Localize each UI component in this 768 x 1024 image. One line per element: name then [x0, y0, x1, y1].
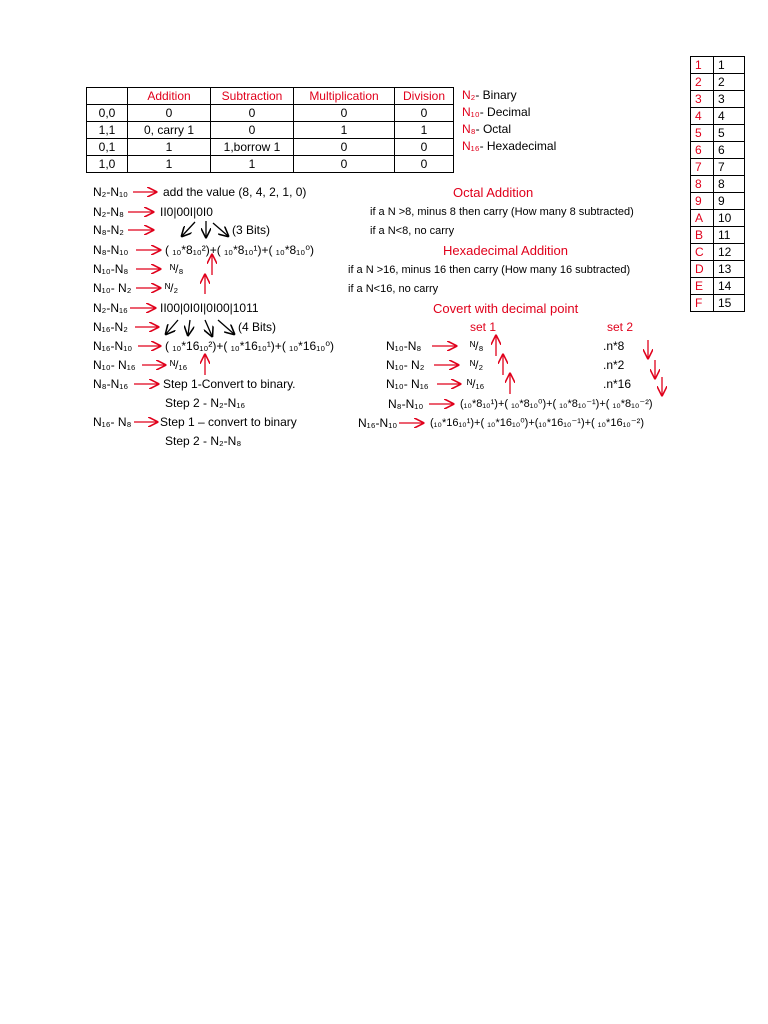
decimal-value: 14 — [714, 278, 745, 295]
decimal-value: 13 — [714, 261, 745, 278]
hex-digit: 8 — [691, 176, 714, 193]
table-header-cell: Subtraction — [211, 88, 294, 105]
dp-n16-n10-label: N₁₆-N₁₀ — [358, 416, 398, 430]
table-cell: 1 — [211, 156, 294, 173]
dp-row-set1: ᴺ/₂ — [470, 358, 484, 372]
conv-value: ᴺ/₁₆ — [170, 358, 188, 372]
hex-digit: E — [691, 278, 714, 295]
table-header-cell: Addition — [128, 88, 211, 105]
arrow-down-right-icon — [213, 223, 228, 236]
hex-digit: 7 — [691, 159, 714, 176]
hex-note-no-carry: if a N<16, no carry — [348, 283, 439, 295]
legend-symbol: N₁₀ — [462, 105, 480, 119]
hex-digit: 5 — [691, 125, 714, 142]
dp-row-set2: .n*2 — [603, 358, 625, 372]
conv-label: N₁₆-N₂ — [93, 320, 128, 334]
decimal-value: 15 — [714, 295, 745, 312]
table-cell: 1,0 — [87, 156, 128, 173]
dp-n8-n10-label: N₈-N₁₀ — [388, 397, 424, 411]
table-cell: 0 — [294, 105, 395, 122]
conv-value: II0|00I|0I0 — [160, 205, 213, 219]
table-header-cell: Multiplication — [294, 88, 395, 105]
decimal-value: 6 — [714, 142, 745, 159]
hex-digit: 2 — [691, 74, 714, 91]
table-cell: 0 — [395, 139, 454, 156]
table-cell: 0 — [128, 105, 211, 122]
decimal-value: 3 — [714, 91, 745, 108]
dp-n16-n10-expression: (₁₀*16₁₀¹)+( ₁₀*16₁₀⁰)+(₁₀*16₁₀⁻¹)+( ₁₀*16₁₀⁻²) — [430, 417, 644, 429]
decimal-value: 9 — [714, 193, 745, 210]
set-1-label: set 1 — [470, 320, 497, 334]
table-cell: 1 — [128, 139, 211, 156]
table-cell: 0, carry 1 — [128, 122, 211, 139]
hex-digit: 6 — [691, 142, 714, 159]
conv-label: N₂-N₁₀ — [93, 185, 129, 199]
conv-value: ᴺ/₈ — [170, 262, 184, 276]
octal-note-no-carry: if a N<8, no carry — [370, 225, 455, 237]
dp-row-label: N₁₀- N₂ — [386, 358, 425, 372]
hex-digit: 4 — [691, 108, 714, 125]
table-cell: 0,0 — [87, 105, 128, 122]
dp-row-set1: ᴺ/₈ — [470, 339, 484, 353]
arrow-down-right-icon — [205, 320, 212, 336]
legend-symbol: N₈ — [462, 122, 476, 136]
conv-value: Step 1 – convert to binary — [160, 415, 297, 429]
decimal-point-title: Covert with decimal point — [433, 301, 579, 316]
decimal-value: 12 — [714, 244, 745, 261]
legend-text: - Hexadecimal — [479, 139, 557, 153]
conv-value: ( ₁₀*8₁₀²)+( ₁₀*8₁₀¹)+( ₁₀*8₁₀⁰) — [165, 243, 315, 257]
hex-addition-title: Hexadecimal Addition — [443, 243, 569, 258]
legend-symbol: N₂ — [462, 88, 476, 102]
conv-value: (4 Bits) — [238, 320, 277, 334]
decimal-value: 2 — [714, 74, 745, 91]
conv-label: N₈-N₂ — [93, 223, 124, 237]
table-cell: 0 — [294, 139, 395, 156]
hex-digit: 1 — [691, 57, 714, 74]
dp-row-label: N₁₀- N₁₆ — [386, 377, 429, 391]
dp-row-set1: ᴺ/₁₆ — [467, 377, 485, 391]
octal-note-carry: if a N >8, minus 8 then carry (How many 8 subtracted) — [370, 206, 634, 218]
conv-value: Step 1-Convert to binary. — [163, 377, 296, 391]
conv-label: N₂-N₁₆ — [93, 301, 128, 315]
table-cell: 1 — [294, 122, 395, 139]
hex-digit: A — [691, 210, 714, 227]
decimal-value: 1 — [714, 57, 745, 74]
decimal-value: 5 — [714, 125, 745, 142]
dp-row-label: N₁₀-N₈ — [386, 339, 422, 353]
arrow-down-right-icon — [218, 320, 234, 334]
legend-text: - Decimal — [479, 105, 531, 119]
table-cell: 0 — [211, 105, 294, 122]
legend-text: - Binary — [475, 88, 517, 102]
conv-value: ( ₁₀*16₁₀²)+( ₁₀*16₁₀¹)+( ₁₀*16₁₀⁰) — [165, 339, 335, 353]
table-header-cell: Division — [395, 88, 454, 105]
hex-digit: 3 — [691, 91, 714, 108]
arrow-down-icon — [188, 320, 190, 335]
conv-value: Step 2 - N₂-N₁₆ — [165, 396, 246, 410]
conv-label: N₁₆- N₈ — [93, 415, 132, 429]
dp-row-set2: .n*16 — [603, 377, 632, 391]
table-cell: 1 — [128, 156, 211, 173]
decimal-value: 7 — [714, 159, 745, 176]
table-cell: 1,borrow 1 — [211, 139, 294, 156]
conv-label: N₈-N₁₀ — [93, 243, 129, 257]
arrow-down-left-icon — [166, 320, 178, 334]
hex-digit: 9 — [691, 193, 714, 210]
table-cell: 0,1 — [87, 139, 128, 156]
table-cell: 0 — [294, 156, 395, 173]
decimal-value: 8 — [714, 176, 745, 193]
conv-label: N₁₀- N₂ — [93, 281, 132, 295]
table-cell: 0 — [395, 105, 454, 122]
octal-addition-title: Octal Addition — [453, 185, 534, 200]
conv-label: N₁₆-N₁₀ — [93, 339, 133, 353]
dp-n8-n10-expression: (₁₀*8₁₀¹)+( ₁₀*8₁₀⁰)+( ₁₀*8₁₀⁻¹)+( ₁₀*8₁₀⁻²) — [460, 398, 653, 410]
hex-digit: B — [691, 227, 714, 244]
conv-value: add the value (8, 4, 2, 1, 0) — [163, 185, 307, 199]
hex-digit: D — [691, 261, 714, 278]
dp-row-set2: .n*8 — [603, 339, 625, 353]
conv-label: N₁₀- N₁₆ — [93, 358, 136, 372]
conv-value: (3 Bits) — [232, 223, 271, 237]
legend-symbol: N₁₆ — [462, 139, 480, 153]
legend-text: - Octal — [475, 122, 511, 136]
hex-digit: F — [691, 295, 714, 312]
hex-note-carry: if a N >16, minus 16 then carry (How many 16 subtracted) — [348, 264, 631, 276]
table-cell: 1,1 — [87, 122, 128, 139]
decimal-value: 4 — [714, 108, 745, 125]
conv-value: II00|0I0I|0I00|1011 — [160, 301, 259, 315]
conv-value: Step 2 - N₂-N₈ — [165, 434, 242, 448]
table-cell: 0 — [395, 156, 454, 173]
conv-label: N₈-N₁₆ — [93, 377, 129, 391]
hex-digit: C — [691, 244, 714, 261]
decimal-value: 10 — [714, 210, 745, 227]
arrow-down-left-icon — [182, 222, 195, 236]
table-cell: 0 — [211, 122, 294, 139]
decimal-value: 11 — [714, 227, 745, 244]
conv-label: N₂-N₈ — [93, 205, 124, 219]
set-2-label: set 2 — [607, 320, 634, 334]
conv-label: N₁₀-N₈ — [93, 262, 129, 276]
table-cell: 1 — [395, 122, 454, 139]
conv-value: ᴺ/₂ — [165, 281, 179, 295]
